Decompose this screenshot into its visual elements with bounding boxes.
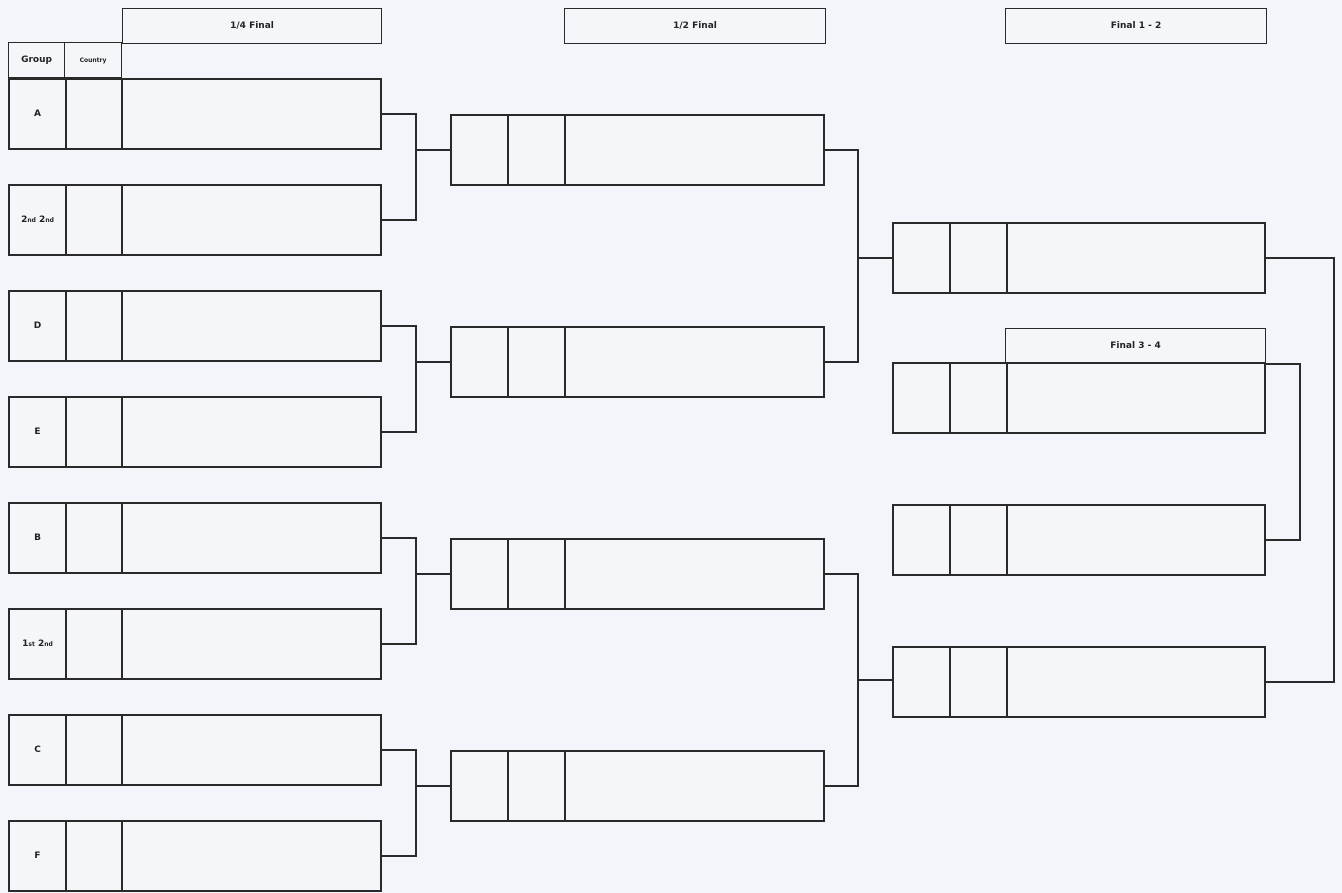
sf-row-1 [450, 114, 825, 186]
country-cell[interactable] [67, 610, 123, 678]
team-cell[interactable] [566, 116, 823, 184]
qf-row-e [8, 396, 382, 468]
group-cell: 1 st 2 nd [10, 610, 67, 678]
connector-qf-4 [382, 750, 416, 856]
group-cell: 2 nd 2 nd [10, 186, 67, 254]
seed-cell[interactable] [894, 506, 951, 574]
group-column-header: Group [8, 42, 65, 78]
connector-sf-1 [825, 150, 858, 362]
sf-row-2 [450, 326, 825, 398]
country-cell[interactable] [67, 80, 123, 148]
connector-sf-2 [825, 574, 858, 786]
team-cell[interactable] [1008, 506, 1264, 574]
sf-row-4 [450, 750, 825, 822]
country-column-header: Country [64, 42, 122, 78]
team-cell[interactable] [123, 80, 380, 148]
country-cell[interactable] [951, 364, 1008, 432]
country-cell[interactable] [509, 752, 566, 820]
qf-row-2nd-2nd [8, 184, 382, 256]
group-cell: D [10, 292, 67, 360]
team-cell[interactable] [123, 186, 380, 254]
seed-cell[interactable] [452, 116, 509, 184]
header-quarter-final: 1/4 Final [122, 8, 382, 44]
group-cell: E [10, 398, 67, 466]
country-cell[interactable] [951, 224, 1008, 292]
header-final-1-2: Final 1 - 2 [1005, 8, 1267, 44]
country-cell[interactable] [509, 328, 566, 396]
team-cell[interactable] [566, 540, 823, 608]
group-cell: A [10, 80, 67, 148]
team-cell[interactable] [566, 328, 823, 396]
team-cell[interactable] [1008, 648, 1264, 716]
seed-cell[interactable] [452, 540, 509, 608]
country-cell[interactable] [67, 292, 123, 360]
seed-cell[interactable] [894, 364, 951, 432]
team-cell[interactable] [1008, 224, 1264, 292]
country-cell[interactable] [951, 648, 1008, 716]
country-cell[interactable] [67, 398, 123, 466]
team-cell[interactable] [123, 716, 380, 784]
final-3-4-row-1 [892, 362, 1266, 434]
qf-row-1st-2nd [8, 608, 382, 680]
seed-cell[interactable] [452, 752, 509, 820]
qf-row-a [8, 78, 382, 150]
sf-row-3 [450, 538, 825, 610]
team-cell[interactable] [123, 504, 380, 572]
team-cell[interactable] [1008, 364, 1264, 432]
header-final-3-4: Final 3 - 4 [1005, 328, 1266, 364]
connector-qf-2 [382, 326, 416, 432]
team-cell[interactable] [123, 292, 380, 360]
final-1-2-row-2 [892, 646, 1266, 718]
connector-qf-1 [382, 114, 416, 220]
qf-row-f [8, 820, 382, 892]
seed-cell[interactable] [894, 224, 951, 292]
country-cell[interactable] [67, 186, 123, 254]
seed-cell[interactable] [452, 328, 509, 396]
connector-final-1-2 [1266, 258, 1334, 682]
group-cell: C [10, 716, 67, 784]
team-cell[interactable] [566, 752, 823, 820]
country-cell[interactable] [67, 504, 123, 572]
qf-row-b [8, 502, 382, 574]
country-cell[interactable] [509, 540, 566, 608]
qf-row-c [8, 714, 382, 786]
final-1-2-row-1 [892, 222, 1266, 294]
country-cell[interactable] [67, 716, 123, 784]
team-cell[interactable] [123, 610, 380, 678]
team-cell[interactable] [123, 822, 380, 890]
final-3-4-row-2 [892, 504, 1266, 576]
country-cell[interactable] [67, 822, 123, 890]
group-cell: F [10, 822, 67, 890]
seed-cell[interactable] [894, 648, 951, 716]
qf-row-d [8, 290, 382, 362]
connector-final-3-4 [1266, 364, 1300, 540]
country-cell[interactable] [509, 116, 566, 184]
header-semi-final: 1/2 Final [564, 8, 826, 44]
group-cell: B [10, 504, 67, 572]
connector-qf-3 [382, 538, 416, 644]
country-cell[interactable] [951, 506, 1008, 574]
team-cell[interactable] [123, 398, 380, 466]
